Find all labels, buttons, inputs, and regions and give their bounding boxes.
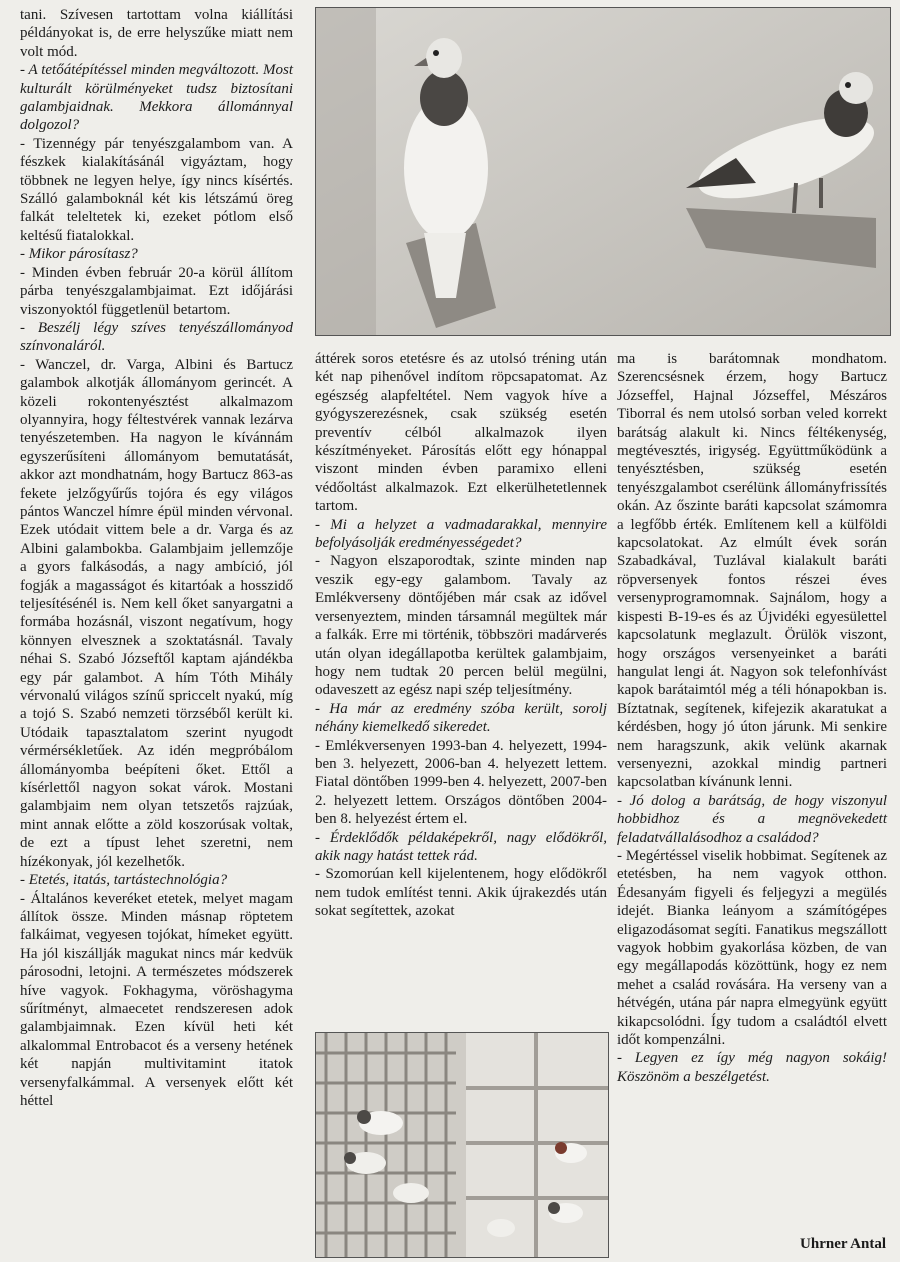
interview-answer: - Nagyon elszaporodtak, szinte minden nap veszik egy-egy galambom. Tavaly az Emlékverseny döntőjében már csak az idővel versenyeztem, minden társamnál megültek már a falkák. Erre mi történik, többszöri madárverés után olyan idegállapotba kerültek galambjaim, hogy nem tudtak 20 percen belül megülni, odaveszett az egész napi szép teljesítmény. xyxy=(315,553,607,699)
interview-question: - Érdeklődők példaképekről, nagy elődökről, akik nagy hatást tettek rád. xyxy=(315,829,607,864)
interview-question: - Etetés, itatás, tartástechnológia? xyxy=(20,872,228,889)
interview-answer: - Emlékversenyen 1993-ban 4. helyezett, 1994-ben 3. helyezett, 2006-ban 4. helyezett lettem. Fiatal döntőben 1999-ben 4. helyezett, 2007-ben 2. helyezett lettem. Országos döntőben 2004-ben 8. helyezést értem el. xyxy=(315,737,607,828)
interview-question: - A tetőátépítéssel minden megváltozott. Most kulturált körülményeket tudsz biztosítani galambjaidnak. Mekkora állománnyal dolgozol? xyxy=(20,62,293,134)
loft-illustration xyxy=(316,1033,608,1257)
interview-question: - Jó dolog a barátság, de hogy viszonyul hobbidhoz és a megnövekedett feladatvállalásodhoz a családod? xyxy=(617,792,887,846)
interview-answer: - Tizennégy pár tenyészgalambom van. A fészkek kialakításánál vigyáztam, hogy többnek ne legyen helye, így nincs kísértés. Szálló galamboknál két kis létszámú öreg falkát teleltetek ki, ezeket pótlom első keltésű fiatalokkal. xyxy=(20,135,293,244)
interview-answer: - Megértéssel viselik hobbimat. Segítenek az etetésben, ha nem vagyok otthon. Édesanyám figyeli és feljegyzi a megülés idejét. Bianka leányom a számítógépes eligazodásomat segíti. Fanatikus megszállott vagyok hobbim gyakorlása közben, de van egy megállapodás közöttünk, hogy ez nem mehet a család rovására. Ha verseny van a hétvégén, utána pár napra elmegyünk együtt kikapcsolódni. Így tudom a családtól elvett időt kompenzálni. xyxy=(617,847,887,1049)
interview-question: - Ha már az eredmény szóba került, sorolj néhány kiemelkedő sikeredet. xyxy=(315,700,607,736)
pigeons-illustration xyxy=(316,8,890,335)
interview-answer: áttérek soros etetésre és az utolsó tréning után két nap pihenővel indítom röpcsapatomat. Az egészség alapfeltétel. Nem vagyok híve a gyógyszerezésnek, csak szükség esetén preventív célból alkalmazok ilyen készítményeket. Párosítás előtt egy hónappal viszont minden évben paramixo elleni védőoltást alkalmazok. Ezt elkerülhetetlennek tartom. xyxy=(315,351,607,515)
interview-question: - Beszélj légy szíves tenyészállományod színvonaláról. xyxy=(20,319,293,355)
interview-answer: - Szomorúan kell kijelentenem, hogy elődökről nem tudok említést tenni. Akik újrakezdés után sokat segítettek, azokat xyxy=(315,866,607,920)
photo-two-pigeons xyxy=(315,7,891,336)
interview-answer: - Minden évben február 20-a körül állítom párba tenyészgalambjaimat. Ezt időjárási viszonyoktól függetlenül betartom. xyxy=(20,264,293,318)
interview-question: - Mikor párosítasz? xyxy=(20,246,138,263)
article-column-3 xyxy=(617,350,887,1086)
author-signature: Uhrner Antal xyxy=(800,1236,886,1252)
article-column-2 xyxy=(315,350,607,921)
interview-answer: tani. Szívesen tartottam volna kiállítási példányokat is, de erre helyszűke miatt nem volt mód. xyxy=(20,7,293,60)
interview-answer: - Általános keveréket etetek, melyet magam állítok össze. Minden másnap röptetem falkáimat, vegyesen tojókat, hímeket együtt. Ha jól kiszállják magukat nincs már kedvük párosodni, letojni. A természetes módszerek híve vagyok. Fokhagyma, vöröshagyma sűrítményt, almaecetet rendszeresen adok galambjaimnak. Ezen kívül heti két alkalommal Entrobacot és a verseny hetének két napján multivitamint itatok versenyfalkámmal. A versenyek előtt két héttel xyxy=(20,890,293,1109)
photo-pigeon-loft xyxy=(315,1032,609,1258)
article-column-1 xyxy=(20,6,293,1110)
interview-answer: ma is barátomnak mondhatom. Szerencsésnek érzem, hogy Bartucz Józseffel, Hajnal Józseffel, Mészáros Tiborral és nem utolsó sorban veled korrekt barátság alakult ki. Nincs féltékenység, megtévesztés, irigység. Együttműködünk a tenyésztésben, szükség esetén tenyészgalambot cserélünk állományfrissítés okán. Az őszinte baráti kapcsolat számomra a legfőbb érték. Említenem kell a külföldi kapcsolatokat. Az elmúlt évek során Szabadkával, Tuzlával kialakult baráti röpversenyek fontos részei éves versenyprogramomnak. Sajnálom, hogy a kispesti B-19-es és az Újvidéki egyesülettel kapcsolatunk meglazult. Örülök viszont, hogy országos versenyeinket a baráti hangulat lengi át. Nagyon sok telefonhívást kapok barátaimtól még a téli hónapokban is. Bíztatnak, segítenek, kifejezik akaratukat a kérdésben, hogy jó úton járunk. Mi senkire nem haragszunk, akik velünk akarnak versenyezni, azokkal mindig partneri kapcsolatban kívánunk lenni. xyxy=(617,351,887,791)
interview-answer: - Wanczel, dr. Varga, Albini és Bartucz galambok alkotják állományom gerincét. A közeli rokontenyésztést alkalmazom olyannyira, hogy féltestvérek vannak lezárva tenyészetemben. Ha nagyon le kívánnám egyszerűsíteni állományom bemutatását, akkor azt mondhatnám, hogy Bartucz 863-as fekete jelzőgyűrűs tojóra és egy világos pántos Wanczel hímre épül minden vérvonal. Ezek utódait vittem bele a dr. Varga és az Albini galambokba. Galambjaim jellemzője a gyors falkásodás, a nagy ambíció, jól fogják a magasságot és kitartóak a hosszidő teljesítésénél is. Nem kell őket sanyargatni a formába hozásnál, viszont negatívum, hogy könnyen elvesznek a szoktatásnál. Tavaly néhai S. Szabó Józseftől kaptam ajándékba egy pár galambot. A hím Tóth Mihály vérvonalú világos színű spriccelt nyakú, míg a tojó S. Szabó nemzeti törzséből került ki. Utódaik tapasztalatom szerint nyugodt vérmérsékletűek. Az idén megpróbálom állományomba beépíteni őket. Ettől a kísérlettől nagyon sokat várok. Mostani galambjaim nem olyan tetszetős rajzúak, mint annak előtte a zöld koszorúsak voltak, de ezt a típust lehet szeretni, nem hízékonyak, jól kezelhetők. xyxy=(20,356,293,870)
interview-question: - Mi a helyzet a vadmadarakkal, mennyire befolyásolják eredményességedet? xyxy=(315,516,607,552)
interview-question: - Legyen ez így még nagyon sokáig! Köszönöm a beszélgetést. xyxy=(617,1050,887,1085)
